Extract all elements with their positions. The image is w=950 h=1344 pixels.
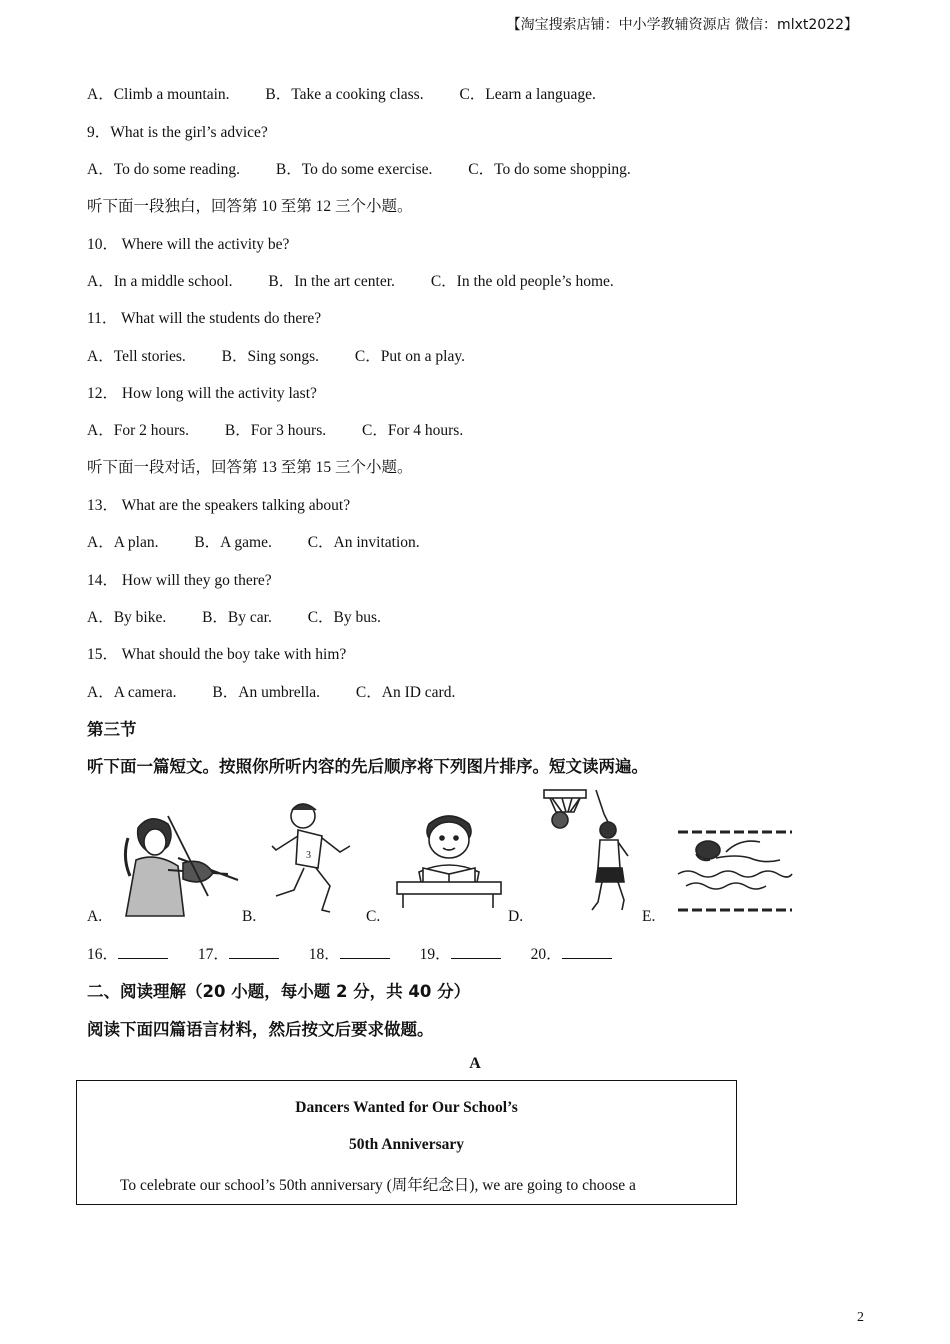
q12-option-a[interactable]: A．For 2 hours. [87, 422, 190, 439]
q12-option-b[interactable]: B．For 3 hours. [224, 422, 327, 439]
q13-stem: 13． What are the speakers talking about? [87, 497, 351, 514]
dialogue-instruction: 听下面一段对话，回答第 13 至第 15 三个小题。 [87, 459, 413, 476]
q14-option-a[interactable]: A．By bike. [87, 609, 167, 626]
q10-stem: 10． Where will the activity be? [87, 236, 290, 253]
part-2-heading: 二、阅读理解（20 小题，每小题 2 分，共 40 分） [87, 982, 471, 1001]
section-3-heading: 第三节 [87, 720, 137, 739]
q9-option-b[interactable]: B．To do some exercise. [275, 161, 433, 178]
q9-option-c[interactable]: C．To do some shopping. [468, 161, 631, 178]
q12-options [87, 418, 495, 440]
blank-20[interactable]: 20． [531, 942, 612, 964]
box-title-line-1: Dancers Wanted for Our School’s [295, 1099, 518, 1116]
q15-stem: 15． What should the boy take with him? [87, 646, 347, 663]
reading-boy-icon [393, 810, 505, 910]
picture-label-a: A. [87, 908, 103, 925]
q14-option-b[interactable]: B．By car. [202, 609, 272, 626]
runner-icon [268, 798, 363, 916]
q12-option-c[interactable]: C．For 4 hours. [362, 422, 464, 439]
q11-option-a[interactable]: A．Tell stories. [87, 348, 186, 365]
blank-17[interactable]: 17． [198, 942, 279, 964]
q8-option-a[interactable]: A．Climb a mountain. [87, 86, 230, 103]
q8-options [87, 82, 628, 104]
part-2-instruction: 阅读下面四篇语言材料，然后按文后要求做题。 [87, 1020, 434, 1039]
picture-label-e: E. [642, 908, 656, 925]
q11-option-b[interactable]: B．Sing songs. [221, 348, 320, 365]
q14-options [87, 605, 413, 627]
basketball-player-icon [542, 786, 642, 918]
q15-option-a[interactable]: A．A camera. [87, 684, 177, 701]
page-number: 2 [857, 1310, 864, 1325]
q10-option-c[interactable]: C．In the old people’s home. [430, 273, 614, 290]
blank-18[interactable]: 18． [309, 942, 390, 964]
q9-options [87, 157, 663, 179]
q12-stem: 12． How long will the activity last? [87, 385, 317, 402]
blank-line[interactable] [229, 944, 279, 959]
q15-option-b[interactable]: B．An umbrella. [212, 684, 321, 701]
picture-label-d: D. [508, 908, 524, 925]
answer-blanks [87, 942, 638, 964]
box-body-text: To celebrate our school’s 50th anniversary (周年纪念日), we are going to choose a [120, 1177, 636, 1194]
passage-letter: A [469, 1055, 481, 1072]
q10-options [87, 269, 646, 291]
section-3-instruction: 听下面一篇短文。按照你所听内容的先后顺序将下列图片排序。短文读两遍。 [87, 757, 648, 776]
q8-option-c[interactable]: C．Learn a language. [459, 86, 596, 103]
q11-options [87, 344, 497, 366]
blank-line[interactable] [451, 944, 501, 959]
q10-option-b[interactable]: B．In the art center. [268, 273, 395, 290]
q13-option-a[interactable]: A．A plan. [87, 534, 159, 551]
blank-line[interactable] [340, 944, 390, 959]
violin-player-icon [108, 808, 243, 920]
q9-option-a[interactable]: A．To do some reading. [87, 161, 241, 178]
q13-option-b[interactable]: B．A game. [194, 534, 272, 551]
q14-option-c[interactable]: C．By bus. [307, 609, 381, 626]
blank-line[interactable] [118, 944, 168, 959]
swimmer-icon [676, 828, 794, 914]
box-title-line-2: 50th Anniversary [349, 1136, 464, 1153]
blank-line[interactable] [562, 944, 612, 959]
q13-options [87, 530, 452, 552]
page-header: 【淘宝搜索店铺：中小学教辅资源店 微信：mlxt2022】 [506, 17, 858, 33]
blank-19[interactable]: 19． [420, 942, 501, 964]
q11-option-c[interactable]: C．Put on a play. [354, 348, 465, 365]
blank-16[interactable]: 16． [87, 942, 168, 964]
passage-box [76, 1080, 737, 1205]
picture-label-c: C. [366, 908, 381, 925]
q9-stem: 9．What is the girl’s advice? [87, 124, 268, 141]
q10-option-a[interactable]: A．In a middle school. [87, 273, 233, 290]
svg-text:3: 3 [306, 850, 311, 861]
q8-option-b[interactable]: B．Take a cooking class. [265, 86, 424, 103]
monologue-instruction: 听下面一段独白，回答第 10 至第 12 三个小题。 [87, 198, 413, 215]
picture-label-b: B. [242, 908, 257, 925]
q15-option-c[interactable]: C．An ID card. [355, 684, 456, 701]
q13-option-c[interactable]: C．An invitation. [307, 534, 420, 551]
q11-stem: 11． What will the students do there? [87, 310, 322, 327]
q14-stem: 14． How will they go there? [87, 572, 272, 589]
q15-options [87, 680, 487, 702]
